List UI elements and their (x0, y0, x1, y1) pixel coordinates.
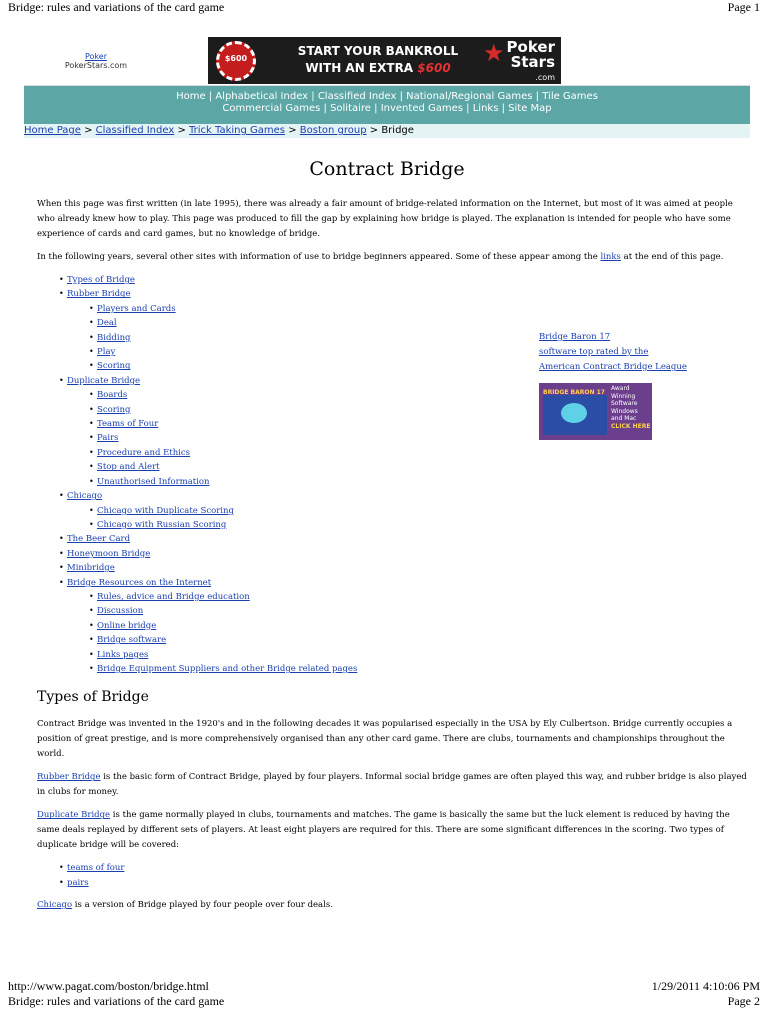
print-footer-page: Page 2 (727, 994, 760, 1008)
links-link[interactable]: links (600, 252, 621, 262)
types-heading: Types of Bridge (37, 689, 149, 706)
toc-subitem (97, 316, 750, 330)
toc-item (67, 489, 750, 532)
toc-sublink[interactable]: Rules, advice and Bridge education (97, 591, 250, 602)
toc-link[interactable]: Bridge Resources on the Internet (67, 577, 212, 588)
nav-link-alphabetical-index[interactable]: Alphabetical Index (215, 91, 309, 102)
nav-row-2 (24, 103, 750, 115)
toc-subitem (97, 446, 750, 460)
duplicate-type-link[interactable]: pairs (67, 877, 89, 888)
ad-click-here: CLICK HERE (611, 422, 651, 430)
side-ad-line-1[interactable]: Bridge Baron 17 (539, 332, 611, 342)
rubber-bridge-link[interactable]: Rubber Bridge (37, 772, 101, 783)
nav-link-home[interactable]: Home (176, 91, 206, 102)
main-content (37, 197, 750, 913)
pokerstars-logo (483, 40, 555, 82)
site-nav (24, 86, 750, 124)
toc-sublink[interactable]: Bidding (97, 332, 131, 343)
toc-sublink[interactable]: Deal (97, 318, 117, 329)
banner-line2-text: WITH AN EXTRA (305, 61, 418, 75)
types-p3-text: is the game normally played in clubs, tournaments and matches. The game is basically the same but the luck element is reduced by having the same deals replayed by different sets of players. At least eight players are required for this. There are some significant differences in the scoring. Two types of duplicate bridge will be covered: (37, 810, 730, 851)
nav-separator: | (320, 103, 331, 114)
ad-image-text (611, 385, 650, 430)
ad-image-title: BRIDGE BARON 17 (543, 389, 605, 396)
toc-sublink[interactable]: Discussion (97, 606, 144, 617)
breadcrumb-separator: > (366, 125, 382, 136)
print-header (8, 0, 760, 16)
banner-line1: START YOUR BANKROLL (297, 44, 459, 58)
nav-link-invented-games[interactable]: Invented Games (380, 103, 463, 114)
toc-subitem (97, 302, 750, 316)
logo-bottom: Stars (510, 53, 555, 71)
toc-sublink[interactable]: Online bridge (97, 620, 157, 631)
nav-row-1 (24, 91, 750, 103)
toc-sublink[interactable]: Scoring (97, 404, 131, 415)
logo-top: Poker (506, 38, 555, 56)
nav-separator: | (498, 103, 509, 114)
print-header-title: Bridge: rules and variations of the card game (8, 0, 225, 14)
toc-sublist (67, 504, 750, 533)
breadcrumb-separator: > (80, 125, 96, 136)
intro2-tail: at the end of this page. (620, 252, 724, 262)
duplicate-bridge-link[interactable]: Duplicate Bridge (37, 810, 111, 821)
toc-item (67, 547, 750, 561)
nav-separator: | (205, 91, 216, 102)
breadcrumb-separator: > (285, 125, 300, 136)
toc-link[interactable]: The Beer Card (67, 534, 131, 545)
toc-sublink[interactable]: Stop and Alert (97, 462, 160, 473)
chip-value: $600 (224, 54, 248, 63)
nav-link-national-regional-games[interactable]: National/Regional Games (406, 91, 533, 102)
bridge-baron-ad[interactable] (539, 330, 719, 440)
toc-link[interactable]: Rubber Bridge (67, 289, 131, 300)
toc-link[interactable]: Types of Bridge (67, 275, 135, 285)
list-item (67, 876, 750, 890)
toc-item (67, 273, 750, 287)
poker-site-label: PokerStars.com (64, 61, 128, 70)
breadcrumb-link[interactable]: Boston group (299, 125, 367, 136)
nav-separator: | (532, 91, 543, 102)
toc-subitem (97, 590, 750, 604)
types-paragraph-1: Contract Bridge was invented in the 1920's and in the following decades it was popularised especially in the USA by Ely Culbertson. Bridge currently occupies a position of great prestige, and is more comprehensively organised than any other card game. There are clubs, tournaments and championships throughout the world. (37, 719, 733, 760)
poker-link[interactable]: Poker (85, 52, 107, 61)
ad-image-line: and Mac (611, 415, 637, 422)
types-p2-text: is the basic form of Contract Bridge, played by four players. Informal social bridge games are often played this way, and rubber bridge is also played in clubs for money. (37, 772, 747, 798)
toc-link[interactable]: Honeymoon Bridge (67, 548, 151, 559)
breadcrumb-link[interactable]: Home Page (24, 125, 81, 136)
toc-link[interactable]: Minibridge (67, 563, 115, 574)
toc-item (67, 532, 750, 546)
ad-bar (24, 28, 750, 86)
toc-sublink[interactable]: Boards (97, 390, 128, 401)
toc-sublink[interactable]: Teams of Four (97, 419, 159, 430)
breadcrumb (24, 124, 750, 138)
toc-item (67, 561, 750, 575)
print-footer-url: http://www.pagat.com/boston/bridge.html (8, 979, 209, 993)
toc-sublink[interactable]: Scoring (97, 361, 131, 372)
intro-paragraph-1: When this page was first written (in late 1995), there was already a fair amount of bridge-related information on the Internet, but most of it was aimed at people who already knew how to play. This page was produced to fill the gap by explaining how bridge is played. The explanation is intended for people who have some experience of cards and card games, but no knowledge of bridge. (37, 199, 733, 239)
toc-subitem (97, 619, 750, 633)
list-item (67, 861, 750, 875)
types-p4-text: is a version of Bridge played by four people over four deals. (72, 900, 333, 911)
print-header-page: Page 1 (727, 0, 760, 14)
toc-sublink[interactable]: Chicago with Duplicate Scoring (97, 505, 234, 516)
nav-separator: | (370, 103, 381, 114)
toc-subitem (97, 662, 750, 676)
banner-text (288, 43, 468, 77)
nav-separator: | (396, 91, 407, 102)
ad-image-line: Software (611, 400, 638, 407)
side-ad-line-3[interactable]: American Contract Bridge League (539, 362, 687, 372)
nav-separator: | (308, 91, 318, 102)
toc-sublink[interactable]: Players and Cards (97, 303, 176, 314)
nav-link-commercial-games[interactable]: Commercial Games (222, 103, 321, 114)
intro2-text: In the following years, several other sites with information of use to bridge beginners appeared. Some of these appear among the (37, 252, 601, 262)
nav-link-tile-games[interactable]: Tile Games (542, 91, 598, 102)
breadcrumb-separator: > (174, 125, 190, 136)
toc-sublink[interactable]: Unauthorised Information (97, 476, 210, 487)
nav-link-site-map[interactable]: Site Map (508, 103, 552, 114)
breadcrumb-link[interactable]: Trick Taking Games (189, 125, 286, 136)
ad-image-line: Windows (611, 407, 638, 415)
toc-item (67, 576, 750, 677)
types-paragraph-4 (37, 898, 750, 913)
toc-link[interactable]: Chicago (67, 491, 103, 502)
types-paragraph-3 (37, 808, 750, 853)
toc-sublink[interactable]: Play (97, 347, 116, 358)
breadcrumb-link[interactable]: Classified Index (95, 125, 175, 136)
toc-link[interactable]: Duplicate Bridge (67, 375, 141, 386)
print-footer-datetime: 1/29/2011 4:10:06 PM (651, 979, 760, 993)
print-footer-1 (8, 979, 760, 995)
toc-subitem (97, 504, 750, 518)
print-footer-2 (8, 994, 760, 1010)
ad-image-line: Award (611, 385, 630, 392)
toc-subitem (97, 633, 750, 647)
star-icon: ★ (483, 39, 505, 67)
toc-sublink[interactable]: Chicago with Russian Scoring (97, 519, 227, 530)
toc-subitem (97, 460, 750, 474)
duplicate-type-link[interactable]: teams of four (67, 863, 125, 874)
intro-paragraph-2 (37, 250, 750, 265)
globe-icon (561, 403, 587, 423)
toc-subitem (97, 518, 750, 532)
toc-sublink[interactable]: Bridge software (97, 635, 167, 646)
banner-line2 (288, 60, 468, 77)
duplicate-types-list (37, 861, 750, 890)
nav-link-classified-index[interactable]: Classified Index (317, 91, 397, 102)
banner-amount: $600 (417, 61, 451, 75)
bridge-baron-image[interactable] (539, 383, 652, 440)
toc-sublist (67, 590, 750, 676)
page-title: Contract Bridge (309, 158, 465, 180)
toc-subitem (97, 604, 750, 618)
side-ad-line-2[interactable]: software top rated by the (539, 347, 649, 357)
poker-sponsor[interactable] (56, 52, 136, 70)
toc-sublink[interactable]: Pairs (97, 433, 119, 444)
toc-sublink[interactable]: Links pages (97, 649, 149, 660)
ad-image-line: Winning (611, 392, 636, 400)
nav-separator: | (462, 103, 473, 114)
toc-sublink[interactable]: Procedure and Ethics (97, 447, 191, 458)
breadcrumb-current: Bridge (381, 125, 414, 136)
nav-link-solitaire[interactable]: Solitaire (330, 103, 371, 114)
types-paragraph-2 (37, 770, 750, 800)
logo-dot: .com (535, 73, 555, 82)
toc-subitem (97, 475, 750, 489)
toc-subitem (97, 648, 750, 662)
print-footer-title: Bridge: rules and variations of the card game (8, 994, 225, 1008)
pokerstars-banner[interactable] (208, 37, 561, 84)
chicago-link[interactable]: Chicago (37, 900, 73, 911)
nav-link-links[interactable]: Links (472, 103, 499, 114)
web-page (24, 28, 750, 972)
toc-sublink[interactable]: Bridge Equipment Suppliers and other Bridge related pages (97, 663, 358, 674)
